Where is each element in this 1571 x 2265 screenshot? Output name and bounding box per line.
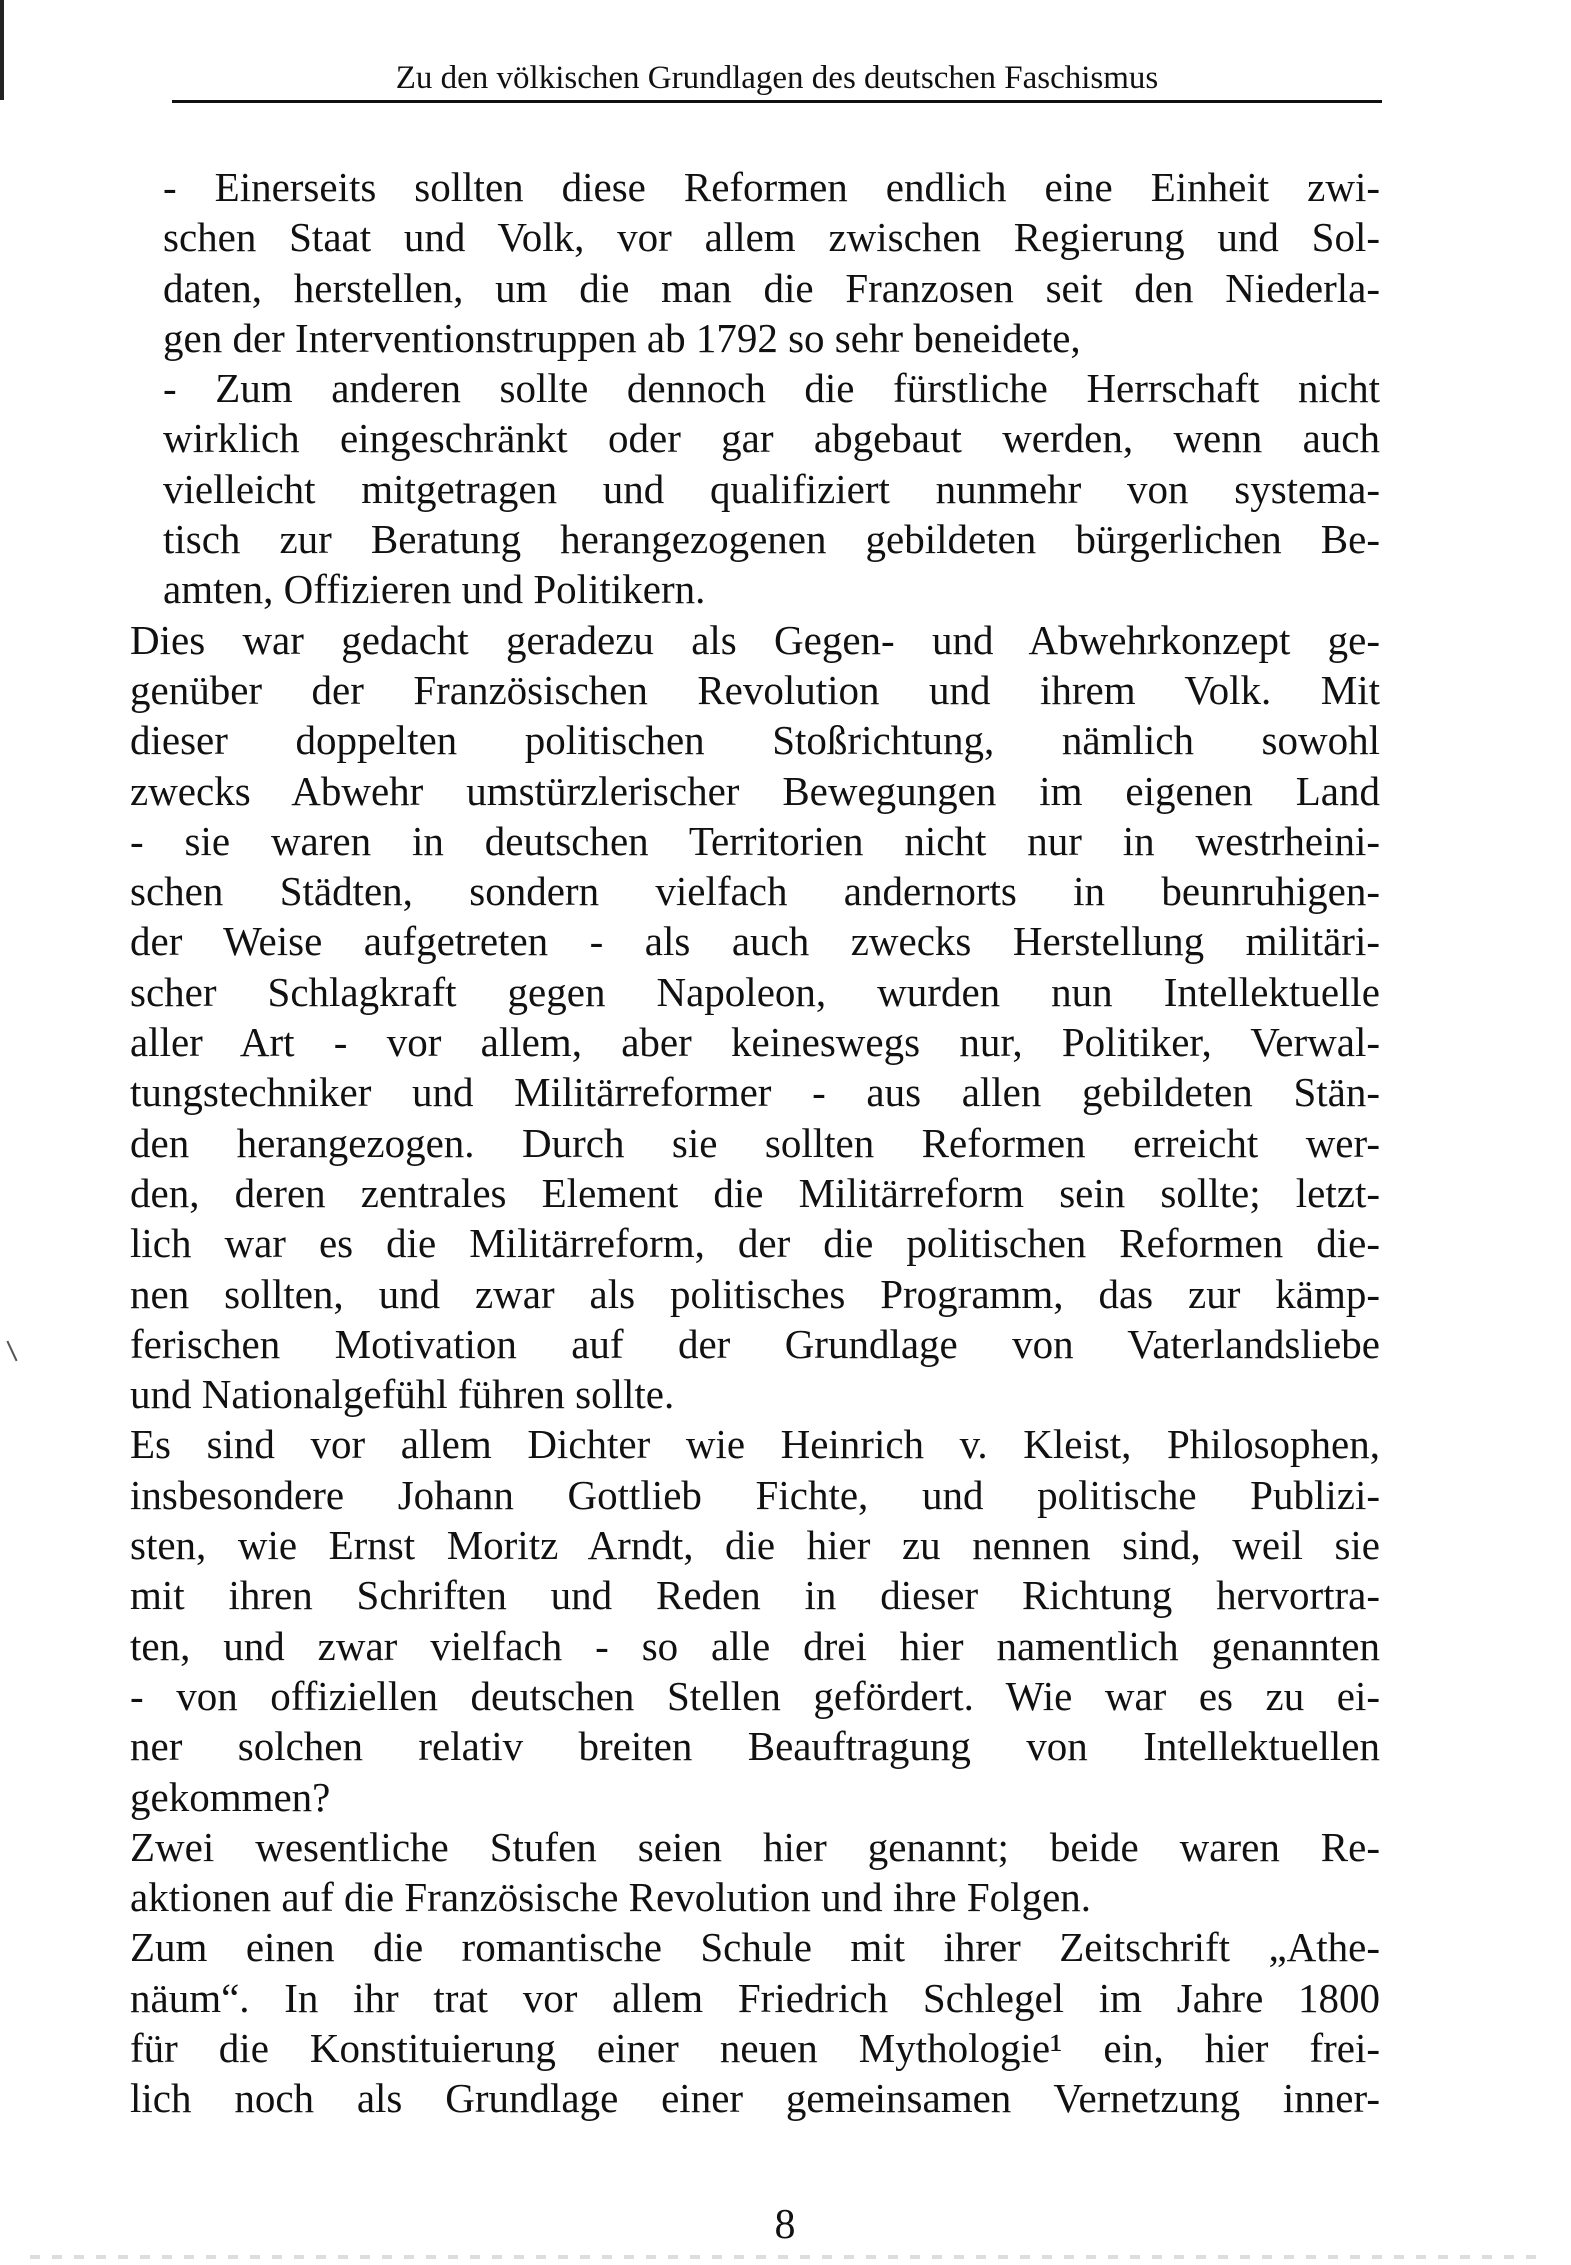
text-line: nen sollten, und zwar als politisches Programm, das zur kämp- <box>130 1270 1380 1317</box>
text-line: aktionen auf die Französische Revolution und ihre Folgen. <box>130 1874 1092 1921</box>
text-line: daten, herstellen, um die man die Franzosen seit den Niederla- <box>163 264 1380 311</box>
text-line: lich war es die Militärreform, der die politischen Reformen die- <box>130 1220 1380 1267</box>
text-line: und Nationalgefühl führen sollte. <box>130 1371 675 1418</box>
text-line: - Einerseits sollten diese Reformen endlich eine Einheit zwi- <box>163 164 1380 210</box>
text-line: scher Schlagkraft gegen Napoleon, wurden nun Intellektuelle <box>130 968 1380 1015</box>
text-line: - Zum anderen sollte dennoch die fürstliche Herrschaft nicht <box>163 365 1380 412</box>
text-line: tisch zur Beratung herangezogenen gebildeten bürgerlichen Be- <box>163 516 1380 563</box>
text-line: - sie waren in deutschen Territorien nicht nur in westrheini- <box>130 817 1380 864</box>
header-rule <box>172 100 1382 103</box>
text-line: dieser doppelten politischen Stoßrichtung, nämlich sowohl <box>130 717 1380 764</box>
text-line: ten, und zwar vielfach - so alle drei hier namentlich genannten <box>130 1622 1380 1669</box>
text-line: amten, Offizieren und Politikern. <box>163 566 706 613</box>
running-header: Zu den völkischen Grundlagen des deutschen Faschismus <box>395 60 1159 96</box>
text-line: lich noch als Grundlage einer gemeinsamen Vernetzung inner- <box>130 2075 1380 2122</box>
text-line: näum“. In ihr trat vor allem Friedrich Schlegel im Jahre 1800 <box>130 1974 1380 2021</box>
text-line: aller Art - vor allem, aber keineswegs nur, Politiker, Verwal- <box>130 1019 1380 1066</box>
text-line: Es sind vor allem Dichter wie Heinrich v. Kleist, Philosophen, <box>130 1421 1380 1468</box>
text-line: tungstechniker und Militärreformer - aus allen gebildeten Stän- <box>130 1069 1380 1116</box>
text-line: ferischen Motivation auf der Grundlage von Vaterlandsliebe <box>130 1320 1380 1367</box>
text-line: der Weise aufgetreten - als auch zwecks Herstellung militäri- <box>130 918 1380 965</box>
text-line: - von offiziellen deutschen Stellen gefördert. Wie war es zu ei- <box>130 1672 1380 1719</box>
text-line: genüber der Französischen Revolution und ihrem Volk. Mit <box>130 666 1380 713</box>
scan-margin-mark <box>6 1341 17 1362</box>
text-line: sten, wie Ernst Moritz Arndt, die hier zu nennen sind, weil sie <box>130 1522 1380 1569</box>
text-line: gen der Interventionstruppen ab 1792 so sehr beneidete, <box>163 314 1081 361</box>
text-line: zwecks Abwehr umstürzlerischer Bewegungen im eigenen Land <box>130 767 1380 814</box>
text-line: Zwei wesentliche Stufen seien hier genannt; beide waren Re- <box>130 1823 1380 1870</box>
text-line: den herangezogen. Durch sie sollten Reformen erreicht wer- <box>130 1119 1380 1166</box>
text-line: insbesondere Johann Gottlieb Fichte, und politische Publizi- <box>130 1471 1380 1518</box>
text-line: schen Städten, sondern vielfach andernorts in beunruhigen- <box>130 868 1380 915</box>
text-line: Zum einen die romantische Schule mit ihrer Zeitschrift „Athe- <box>130 1924 1380 1971</box>
text-line: wirklich eingeschränkt oder gar abgebaut werden, wenn auch <box>163 415 1380 462</box>
page-number: 8 <box>774 2202 796 2248</box>
body-text <box>130 162 1380 2124</box>
text-line: schen Staat und Volk, vor allem zwischen Regierung und Sol- <box>163 214 1380 261</box>
text-line: für die Konstituierung einer neuen Mythologie¹ ein, hier frei- <box>130 2024 1380 2071</box>
scan-bottom-edge <box>30 2255 1540 2259</box>
text-line: ner solchen relativ breiten Beauftragung von Intellektuellen <box>130 1723 1380 1770</box>
text-line: gekommen? <box>130 1773 331 1820</box>
text-line: vielleicht mitgetragen und qualifiziert nunmehr von systema- <box>163 465 1380 512</box>
scan-left-edge <box>0 0 4 100</box>
text-line: den, deren zentrales Element die Militärreform sein sollte; letzt- <box>130 1169 1380 1216</box>
text-line: Dies war gedacht geradezu als Gegen- und Abwehrkonzept ge- <box>130 616 1380 663</box>
text-line: mit ihren Schriften und Reden in dieser Richtung hervortra- <box>130 1572 1380 1619</box>
